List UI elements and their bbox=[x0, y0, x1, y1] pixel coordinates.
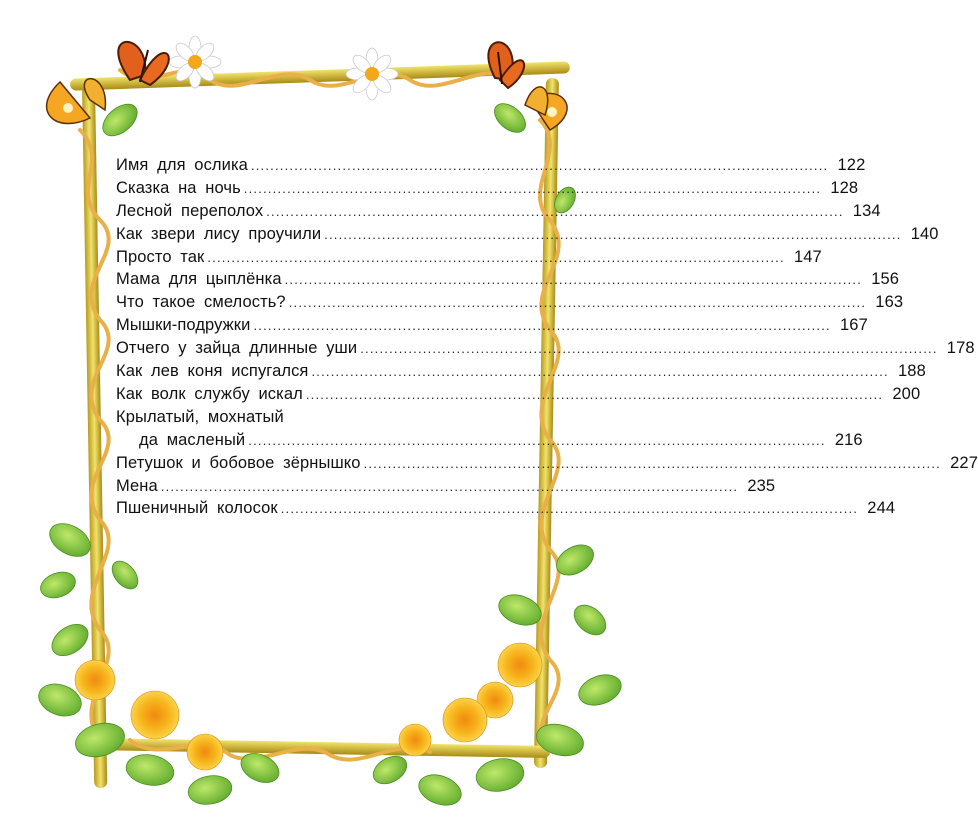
toc-entry-title: Петушок и бобовое зёрнышко bbox=[116, 453, 361, 472]
toc-entry bbox=[116, 429, 863, 452]
toc-entry-title: Сказка на ночь bbox=[116, 178, 241, 197]
toc-entry-page-number: 140 bbox=[910, 224, 939, 243]
toc-entry-title: да масленый bbox=[139, 430, 246, 449]
toc-dot-leader: ........................................................................................................................ bbox=[288, 295, 867, 311]
toc-dot-leader: ........................................................................................................................ bbox=[253, 318, 831, 334]
toc-entry-title: Что такое смелость? bbox=[116, 293, 286, 312]
toc-entry bbox=[116, 406, 464, 429]
toc-entry bbox=[116, 360, 926, 383]
toc-entry bbox=[116, 291, 904, 314]
toc-entry bbox=[116, 337, 975, 360]
toc-entry bbox=[116, 497, 896, 520]
toc-dot-leader: ........................................................................................................................ bbox=[243, 180, 822, 196]
toc-entry-title: Имя для ослика bbox=[116, 156, 248, 174]
toc-entry-page-number: 122 bbox=[837, 156, 866, 174]
toc-entry-title: Как волк службу искал bbox=[116, 384, 303, 403]
toc-entry bbox=[116, 268, 900, 291]
toc-entry-page-number: 128 bbox=[830, 178, 859, 197]
toc-dot-leader: ........................................................................................................................ bbox=[266, 203, 844, 219]
butterfly-right bbox=[525, 87, 567, 130]
toc-entry-title: Мышки-подружки bbox=[116, 316, 251, 335]
toc-entry-title: Как звери лису проучили bbox=[116, 224, 322, 243]
toc-entry bbox=[116, 452, 978, 475]
toc-entry-title: Просто так bbox=[116, 247, 205, 266]
toc-dot-leader: ........................................................................................................................ bbox=[360, 341, 938, 357]
toc-entry-page-number: 178 bbox=[946, 339, 975, 358]
toc-dot-leader: ........................................................................................................................ bbox=[250, 158, 829, 173]
toc-entry-page-number: 235 bbox=[747, 476, 776, 495]
toc-entry-title: Крылатый, мохнатый bbox=[116, 407, 284, 426]
toc-entry-page-number: 227 bbox=[950, 453, 978, 472]
toc-entry bbox=[116, 475, 776, 498]
toc-dot-leader: ........................................................................................................................ bbox=[280, 501, 859, 517]
toc-dot-leader: ........................................................................................................................ bbox=[160, 478, 739, 494]
toc-entry-title: Как лев коня испугался bbox=[116, 362, 309, 381]
toc-entry bbox=[116, 314, 868, 337]
toc-entry-page-number: 163 bbox=[875, 293, 904, 312]
toc-entry bbox=[116, 154, 866, 177]
toc-entry-page-number: 200 bbox=[892, 384, 921, 403]
toc-entry bbox=[116, 246, 822, 269]
toc-dot-leader: ........................................................................................................................ bbox=[284, 272, 863, 288]
toc-entry-title: Мама для цыплёнка bbox=[116, 270, 282, 289]
toc-dot-leader: ........................................................................................................................ bbox=[207, 249, 785, 265]
butterfly-top-right bbox=[488, 42, 524, 88]
toc-dot-leader: ........................................................................................................................ bbox=[248, 432, 826, 448]
toc-entry-page-number: 134 bbox=[852, 201, 881, 220]
toc-entry bbox=[116, 177, 859, 200]
toc-entry-page-number: 244 bbox=[867, 499, 896, 518]
toc-entry-title: Мена bbox=[116, 476, 158, 495]
toc-entry bbox=[116, 223, 939, 246]
toc-entry-page-number: 156 bbox=[871, 270, 900, 289]
toc-entry bbox=[116, 200, 881, 223]
toc-entry bbox=[116, 383, 921, 406]
toc-entry-title: Отчего у зайца длинные уши bbox=[116, 339, 358, 358]
table-of-contents bbox=[116, 154, 978, 520]
toc-entry-title: Лесной переполох bbox=[116, 201, 264, 220]
toc-dot-leader: ........................................................................................................................ bbox=[324, 226, 902, 242]
toc-entry-page-number: 147 bbox=[793, 247, 822, 266]
toc-entry-page-number: 167 bbox=[840, 316, 868, 335]
toc-dot-leader: ........................................................................................................................ bbox=[305, 386, 884, 402]
toc-dot-leader: ........................................................................................................................ bbox=[311, 364, 889, 380]
toc-entry-title: Пшеничный колосок bbox=[116, 499, 278, 518]
daisy-flowers bbox=[169, 36, 398, 100]
toc-entry-page-number: 216 bbox=[834, 430, 863, 449]
toc-entry-page-number: 188 bbox=[898, 362, 926, 381]
toc-dot-leader: ........................................................................................................................ bbox=[363, 455, 941, 471]
